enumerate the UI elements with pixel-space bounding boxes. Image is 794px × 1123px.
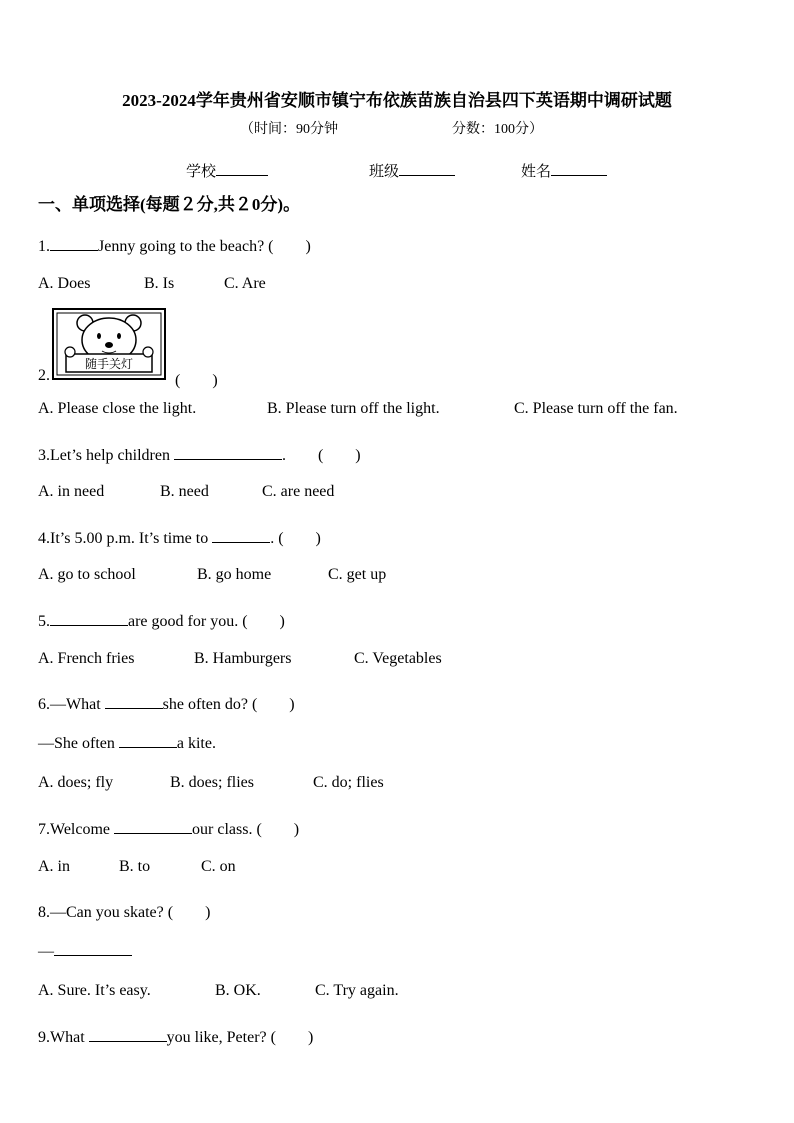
q3-option-a: A. in need [38,483,105,500]
q6-option-a: A. does; fly [38,774,114,791]
school-field: 学校 [186,160,268,181]
q1-option-b: B. Is [144,275,175,292]
question-6-line-2: —She often a kite. [38,735,216,752]
question-2-bracket: ( ) [175,372,218,389]
q3-option-b: B. need [160,483,209,500]
section-title: 一、单项选择(每题２分,共２0分)。 [38,195,301,214]
question-2-number: 2. [38,367,50,384]
q8-option-c: C. Try again. [315,982,399,999]
question-8-line-2: — [38,941,132,961]
q5-option-c: C. Vegetables [354,650,442,667]
q3-option-c: C. are need [262,483,335,500]
q5-option-b: B. Hamburgers [194,650,292,667]
question-9: 9.What you like, Peter? ( ) [38,1029,314,1046]
class-field: 班级 [369,160,455,181]
question-8: 8.—Can you skate? ( ) [38,904,211,921]
sign-image [52,308,166,380]
question-7: 7.Welcome our class. ( ) [38,821,300,838]
exam-score: 分数：100分） [452,122,543,137]
q1-option-c: C. Are [224,275,266,292]
q4-option-c: C. get up [328,566,387,583]
q8-option-b: B. OK. [215,982,261,999]
q2-option-b: B. Please turn off the light. [267,400,440,417]
q7-option-c: C. on [201,858,236,875]
q4-option-b: B. go home [197,566,272,583]
sign-text: 随手关灯 [84,357,134,371]
question-4: 4.It’s 5.00 p.m. It’s time to . ( ) [38,530,321,547]
q2-option-c: C. Please turn off the fan. [514,400,678,417]
question-3: 3.Let’s help children . ( ) [38,447,361,464]
question-5: 5. are good for you. ( ) [38,613,285,630]
exam-title: 2023-2024学年贵州省安顺市镇宁布依族苗族自治县四下英语期中调研试题 [122,91,672,110]
q1-option-a: A. Does [38,275,91,292]
q4-option-a: A. go to school [38,566,136,583]
name-field: 姓名 [521,160,607,181]
q5-option-a: A. French fries [38,650,135,667]
q2-option-a: A. Please close the light. [38,400,197,417]
q6-option-c: C. do; flies [313,774,384,791]
q7-option-a: A. in [38,858,70,875]
exam-time: （时间：90分钟 [240,122,338,137]
q7-option-b: B. to [119,858,151,875]
question-6: 6.—What she often do? ( ) [38,696,295,713]
question-1: 1. Jenny going to the beach? ( ) [38,238,311,255]
q8-option-a: A. Sure. It’s easy. [38,982,151,999]
q6-option-b: B. does; flies [170,774,254,791]
